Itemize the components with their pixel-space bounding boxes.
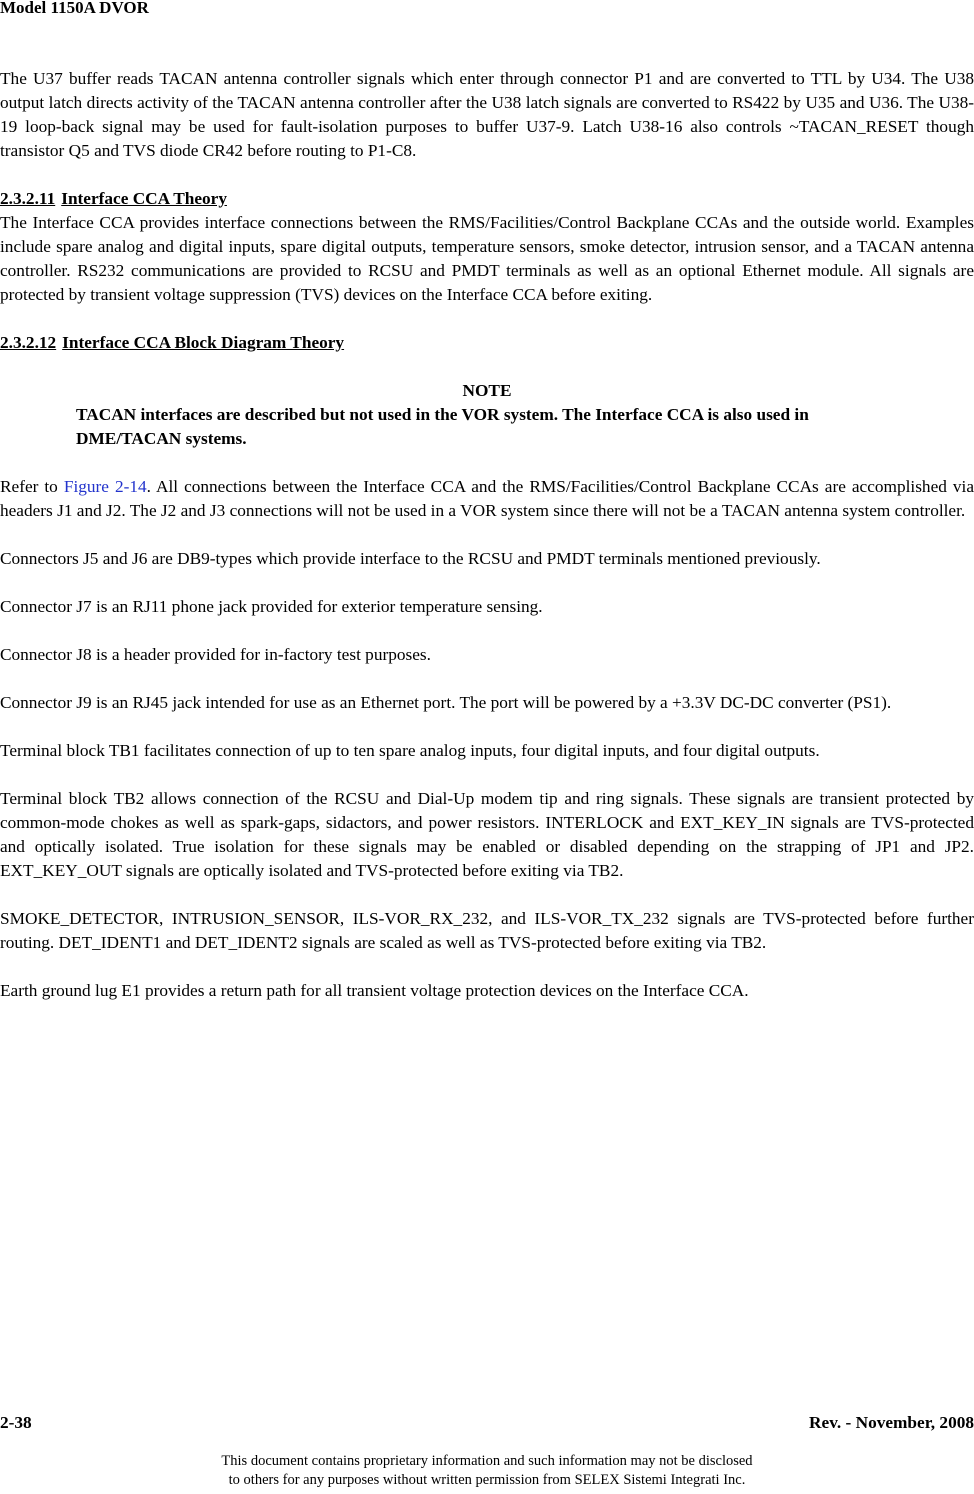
- section-body: The Interface CCA provides interface connections between the RMS/Facilities/Control Backplane CCAs and the outside world. Examples include spare analog and digital inputs, spare digital outputs, temperature sensors, smoke detector, intrusion sensor, and a TACAN antenna controller. RS232 communications are provided to RCSU and PMDT terminals as well as an optional Ethernet module. All signals are protected by transient voltage suppression (TVS) devices on the Interface CCA before exiting.: [0, 213, 974, 304]
- paragraph-terminal-tb1: Terminal block TB1 facilitates connection of up to ten spare analog inputs, four digital inputs, and four digital outputs.: [0, 741, 820, 760]
- document-header: Model 1150A DVOR: [0, 0, 149, 17]
- revision-date: Rev. - November, 2008: [809, 1413, 974, 1432]
- figure-link[interactable]: Figure 2-14: [63, 477, 147, 496]
- paragraph-connector-j9: Connector J9 is an RJ45 jack intended for use as an Ethernet port. The port will be powered by a +3.3V DC-DC converter (PS1).: [0, 693, 892, 712]
- section-heading-2-3-2-12: [0, 331, 974, 355]
- note-title: NOTE: [462, 381, 512, 400]
- refer-paragraph: [0, 475, 974, 523]
- section-number: 2.3.2.11: [0, 189, 56, 208]
- section-title: Interface CCA Block Diagram Theory: [62, 333, 345, 352]
- paragraph-connector-j8: Connector J8 is a header provided for in-factory test purposes.: [0, 645, 431, 664]
- notice-line: This document contains proprietary information and such information may not be disclosed: [221, 1453, 753, 1469]
- paragraph-signals: SMOKE_DETECTOR, INTRUSION_SENSOR, ILS-VOR_RX_232, and ILS-VOR_TX_232 signals are TVS-protected before further routing. DET_IDENT1 and DET_IDENT2 signals are scaled as well as TVS-protected before exiting via TB2.: [0, 909, 974, 952]
- proprietary-notice: [0, 1452, 974, 1490]
- paragraph-ground-lug: Earth ground lug E1 provides a return path for all transient voltage protection devices on the Interface CCA.: [0, 981, 749, 1000]
- section-heading-2-3-2-11: [0, 187, 974, 211]
- section-title: Interface CCA Theory: [61, 189, 227, 208]
- section-number: 2.3.2.12: [0, 333, 57, 352]
- page-content: [0, 67, 974, 1003]
- notice-line: to others for any purposes without written permission from SELEX Sistemi Integrati Inc.: [228, 1472, 746, 1488]
- intro-paragraph: The U37 buffer reads TACAN antenna controller signals which enter through connector P1 and are converted to TTL by U34. The U38 output latch directs activity of the TACAN antenna controller after the U38 latch signals are converted to RS422 by U35 and U36. The U38-19 loop-back signal may be used for fault-isolation purposes to buffer U37-9. Latch U38-16 also controls ~TACAN_RESET though transistor Q5 and TVS diode CR42 before routing to P1-C8.: [0, 69, 974, 160]
- paragraph-connectors-j5-j6: Connectors J5 and J6 are DB9-types which provide interface to the RCSU and PMDT terminals mentioned previously.: [0, 549, 821, 568]
- paragraph-terminal-tb2: Terminal block TB2 allows connection of the RCSU and Dial-Up modem tip and ring signals. These signals are transient protected by common-mode chokes as well as spark-gaps, sidactors, and power resistors. INTERLOCK and EXT_KEY_IN signals are TVS-protected and optically isolated. True isolation for these signals may be enabled or disabled depending on the strapping of JP1 and JP2. EXT_KEY_OUT signals are optically isolated and TVS-protected before exiting via TB2.: [0, 789, 974, 880]
- page-number: 2-38: [0, 1413, 32, 1432]
- note-body: TACAN interfaces are described but not used in the VOR system. The Interface CCA is also used in DME/TACAN systems.: [76, 405, 809, 448]
- paragraph-connector-j7: Connector J7 is an RJ11 phone jack provided for exterior temperature sensing.: [0, 597, 543, 616]
- refer-prefix: Refer to: [0, 477, 64, 496]
- refer-suffix: . All connections between the Interface CCA and the RMS/Facilities/Control Backplane CCAs are accomplished via headers J1 and J2. The J2 and J3 connections will not be used in a VOR system since there will not be a TACAN antenna system controller.: [0, 477, 974, 520]
